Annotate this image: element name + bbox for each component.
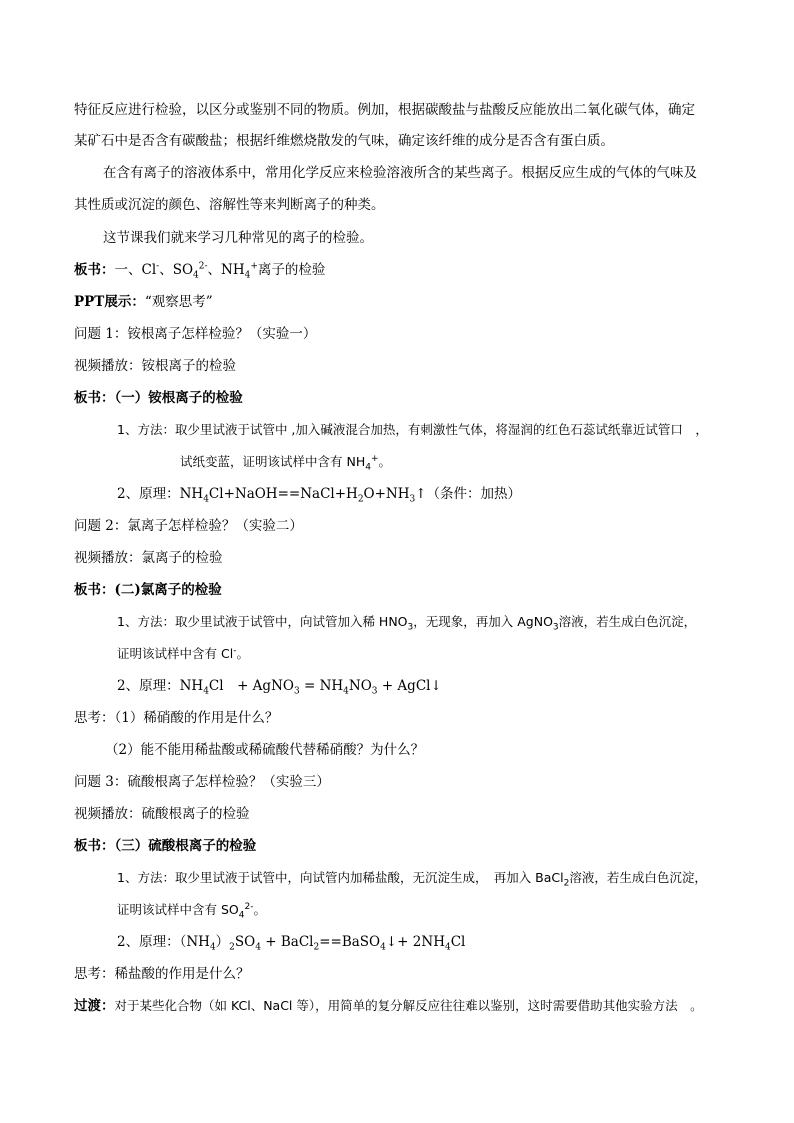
board-label: 板书： — [74, 262, 115, 278]
video-3: 视频播放：硫酸根离子的检验 — [74, 806, 250, 822]
ppt-line: PPT展示：“观察思考” — [74, 294, 213, 310]
principle-3: 2、原理：$(NH_4)_2SO_4$ + BaCl$_2$==BaSO$_4$↓+ $2NH_4Cl$ — [117, 934, 466, 953]
board-main-line: 板书：一、Cl-、$SO_4^{2-}$、$NH_4^+$离子的检验 — [74, 261, 326, 281]
transition-label: 过渡： — [74, 998, 115, 1014]
method-3-line-2: 证明该试样中含有 $SO_4^{2-}$。 — [117, 901, 266, 921]
intro-line-2: 某矿石中是否含有碳酸盐；根据纤维燃烧散发的气味，确定该纤维的成分是否含有蛋白质。 — [74, 133, 614, 149]
question-1: 问题 1：铵根离子怎样检验？（实验一） — [74, 326, 317, 342]
question-2: 问题 2：氯离子怎样检验？（实验二） — [74, 518, 303, 534]
board-2-line: 板书：(二)氯离子的检验 — [74, 582, 222, 598]
method-2-line-2: 证明该试样中含有 Cl-。 — [117, 645, 249, 661]
method-1-line-1: 1、方法：取少里试液于试管中 ,加入碱液混合加热，有刺激性气体，将湿润的红色石蕊试纸靠近试管口 ， — [117, 422, 708, 437]
method-1-line-2: 试纸变蓝，证明该试样中含有 $NH_4^+$。 — [180, 453, 392, 473]
transition-line: 过渡：对于某些化合物（如 KCl、NaCl 等），用简单的复分解反应往往难以鉴别，这时需要借助其他实验方法 。 — [74, 998, 703, 1014]
intro-line-5: 这节课我们就来学习几种常见的离子的检验。 — [103, 230, 373, 246]
video-2: 视频播放：氯离子的检验 — [74, 550, 223, 566]
intro-line-4: 其性质或沉淀的颜色、溶解性等来判断离子的种类。 — [74, 197, 385, 213]
think-3: 思考：稀盐酸的作用是什么？ — [74, 966, 250, 982]
board-3-line: 板书：（三）硫酸根离子的检验 — [74, 838, 257, 854]
think-2-line-2: （2）能不能用稀盐酸或稀硫酸代替稀硝酸？为什么？ — [105, 742, 425, 758]
principle-2: 2、原理：$NH_4Cl$ + AgNO$_3$ = $NH_4NO_3$ + AgCl↓ — [117, 678, 442, 697]
think-2-line-1: 思考：（1）稀硝酸的作用是什么？ — [74, 710, 279, 726]
method-3-line-1: 1、方法：取少里试液于试管中，向试管内加稀盐酸，无沉淀生成， 再加入 BaCl$_2$溶液，若生成白色沉淀， — [117, 870, 707, 889]
method-2-line-1: 1、方法：取少里试液于试管中，向试管加入稀 $HNO_3$，无现象，再加入 AgNO$_3$溶液，若生成白色沉淀， — [117, 614, 697, 633]
principle-1: 2、原理：$NH_4Cl+NaOH==NaCl+H_2O+NH_3↑$（条件：加热） — [117, 486, 522, 505]
intro-line-3: 在含有离子的溶液体系中，常用化学反应来检验溶液所含的某些离子。根据反应生成的气体的气味及 — [103, 165, 697, 181]
question-3: 问题 3：硫酸根离子怎样检验？（实验三） — [74, 774, 330, 790]
video-1: 视频播放：铵根离子的检验 — [74, 358, 236, 374]
intro-line-1: 特征反应进行检验，以区分或鉴别不同的物质。例加，根据碳酸盐与盐酸反应能放出二氧化碳气体，确定 — [74, 102, 695, 118]
ppt-label: PPT展示： — [74, 294, 145, 310]
board-1-line: 板书：（一）铵根离子的检验 — [74, 390, 243, 406]
